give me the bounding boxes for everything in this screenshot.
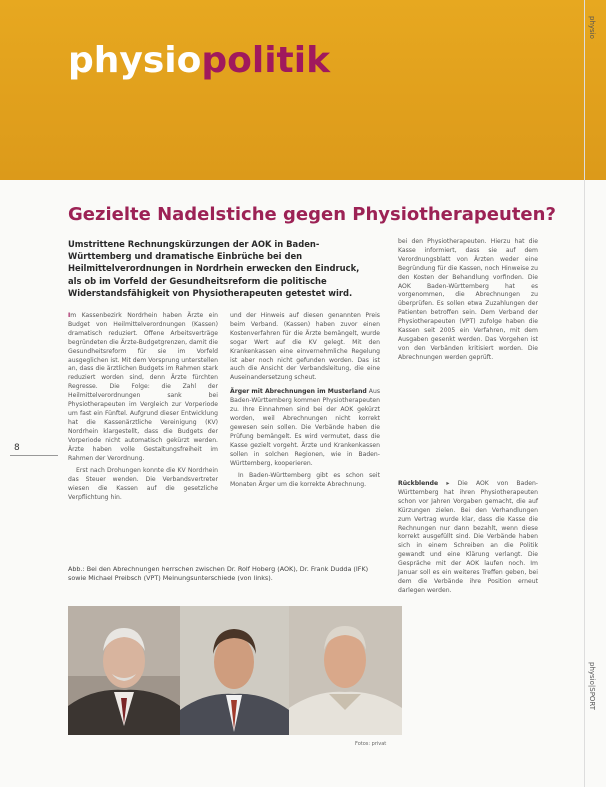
section-header-banner — [0, 0, 606, 180]
section-title-part2: politik — [201, 40, 331, 81]
section-title — [68, 40, 330, 81]
lettrine: I — [68, 312, 71, 319]
article-column-3 — [398, 238, 538, 363]
photo-caption: Abb.: Bei den Abrechnungen herrschen zwischen Dr. Rolf Hoberg (AOK), Dr. Frank Dudda (IFK) sowie Michael Preibsch (VPT) Meinungsunterschiede (von links). — [68, 565, 369, 583]
side-tab-top-text: physio — [588, 16, 596, 39]
article-lead: Umstrittene Rechnungskürzungen der AOK in Baden-Württemberg und dramatische Einbrüche bei den Heilmittelverordnungen in Nordrhein erwecken den Eindruck, als ob im Vorfeld der Gesundheitsreform die politische Widerstandsfähigkeit von Physiotherapeuten getestet wird. — [68, 239, 360, 298]
column-1-text: m Kassenbezirk Nordrhein haben Ärzte ein Budget von Heilmittelverordnungen (Kassen) dramatisch reduziert. Offene Arbeitsverträge begründeten die Ärzte-Budgetgrenzen, damit die Gesundheitsreform für sie im Vorfeld ausgeglichen ist. Mit dem Vorsprung unterstellen an, dass die ärztlichen Budgets im Rahmen stark reduziert worden sind, denn Ärzte fürchten Regresse. Die Folge: die Zahl der Heilmittelverordnungen sank bei Physiotherapeuten im Vergleich zur Vorperiode um fast ein Fünftel. Aufgrund dieser Entwicklung hat die Kassenärztliche Vereinigung (KV) Nordrhein klargestellt, dass die Budgets der Vorperiode nicht automatisch gekürzt werden. Ärzte haben volle Gestaltungsfreiheit im Rahmen der Verordnung. — [68, 312, 218, 462]
photo-credit: Fotos: privat — [355, 741, 387, 747]
column-3-subheading: Rückblende — [398, 480, 439, 487]
portrait-photo-2 — [180, 606, 289, 735]
column-2-subheading: Ärger mit Abrechnungen im Musterland — [230, 388, 367, 396]
column-3-paragraph-2: Die AOK von Baden-Württemberg hat ihren Physiotherapeuten schon vor Jahren Vorgaben gemacht, die auf Kürzungen zielen. Bei den Verhandlungen zum Vertrag wurde klar, dass die Kasse die Rechnungen nur dann bezahlt, wenn diese korrekt ausgefüllt sind. Die Verbände haben sich in einem Schreiben an die Politik gewandt und eine Klärung verlangt. Die Gespräche mit der AOK laufen noch. Im Januar soll es ein weiteres Treffen geben, bei dem die Verbände ihre Position erneut darlegen werden. — [398, 480, 539, 594]
article-headline: Gezielte Nadelstiche gegen Physiotherapeuten? — [68, 204, 556, 225]
page-number-rule — [10, 455, 58, 456]
page-number: 8 — [14, 443, 20, 453]
side-tab-bottom — [572, 660, 606, 770]
column-1-paragraph-2: Erst nach Drohungen konnte die KV Nordrhein das Steuer wenden. Die Verbandsvertreter wiesen die Kassen auf die gesetzliche Verpflichtung hin. — [68, 467, 218, 502]
column-2-paragraph-2: Aus Baden-Württemberg kommen Physiotherapeuten zu. Ihre Einnahmen sind bei der AOK gekürzt worden, weil Abrechnungen nicht korrekt gewesen sein sollen. Die Verbände haben die Prüfung bemängelt. Es wird vermutet, dass die Kasse gezielt vorgeht. Ärzte und Krankenkassen sollen in solchen Regionen, wie in Baden-Württemberg, kooperieren. — [230, 388, 381, 467]
article-column-1 — [68, 312, 218, 503]
side-tab-top — [572, 14, 606, 54]
article-column-2 — [230, 312, 380, 490]
column-3-text: bei den Physiotherapeuten. Hierzu hat die Kasse informiert, dass sie auf dem Verordnungsblatt von Ärzten weder eine Begründung für die Kassen, noch Hinweise zu den Kosten der Behandlung vorfinden. Die AOK Baden-Württemberg hat es vorgenommen, die Abrechnungen zu überprüfen. Es sollen etwa Zuzahlungen der Patienten betroffen sein. Dem Verband der Physiotherapeuten (VPT) zufolge haben die Kassen seit 2005 ein Verfahren, mit dem Ausgaben gesenkt werden. Das Vorgehen ist von den Verbänden kritisiert worden. Die Abrechnungen werden geprüft. — [398, 238, 538, 361]
column-2-paragraph-3: In Baden-Württemberg gibt es schon seit Monaten Ärger um die korrekte Abrechnung. — [230, 472, 380, 489]
section-title-part1: physio — [68, 40, 202, 81]
side-tab-bottom-text: physio|SPORT — [588, 662, 596, 711]
article-column-3-lower: Rückblende ▸ Die AOK von Baden-Württemberg hat ihren Physiotherapeuten schon vor Jahren Vorgaben gemacht, die auf Kürzungen zielen. Bei den Verhandlungen zum Vertrag wurde klar, dass die Kasse die Rechnungen nur dann bezahlt, wenn diese korrekt ausgefüllt sind. Die Verbände haben sich in einem Schreiben an die Politik gewandt und eine Klärung verlangt. Die Gespräche mit der AOK laufen noch. Im Januar soll es ein weiteres Treffen geben, bei dem die Verbände ihre Position erneut darlegen werden. — [398, 480, 539, 594]
portrait-photo-1 — [68, 606, 180, 735]
column-2-text: und der Hinweis auf diesen genannten Preis beim Verband. (Kassen) haben zuvor einen Kostenverfahren für die Ärzte bemängelt, wurde sogar Wert auf die KV gelegt. Mit den Krankenkassen eine einvernehmliche Regelung ist aber noch nicht gefunden worden. Das ist auch die Ansicht der Verbandsleitung, die eine Auseinandersetzung scheut. — [230, 312, 380, 382]
portrait-photo-3 — [289, 606, 402, 735]
